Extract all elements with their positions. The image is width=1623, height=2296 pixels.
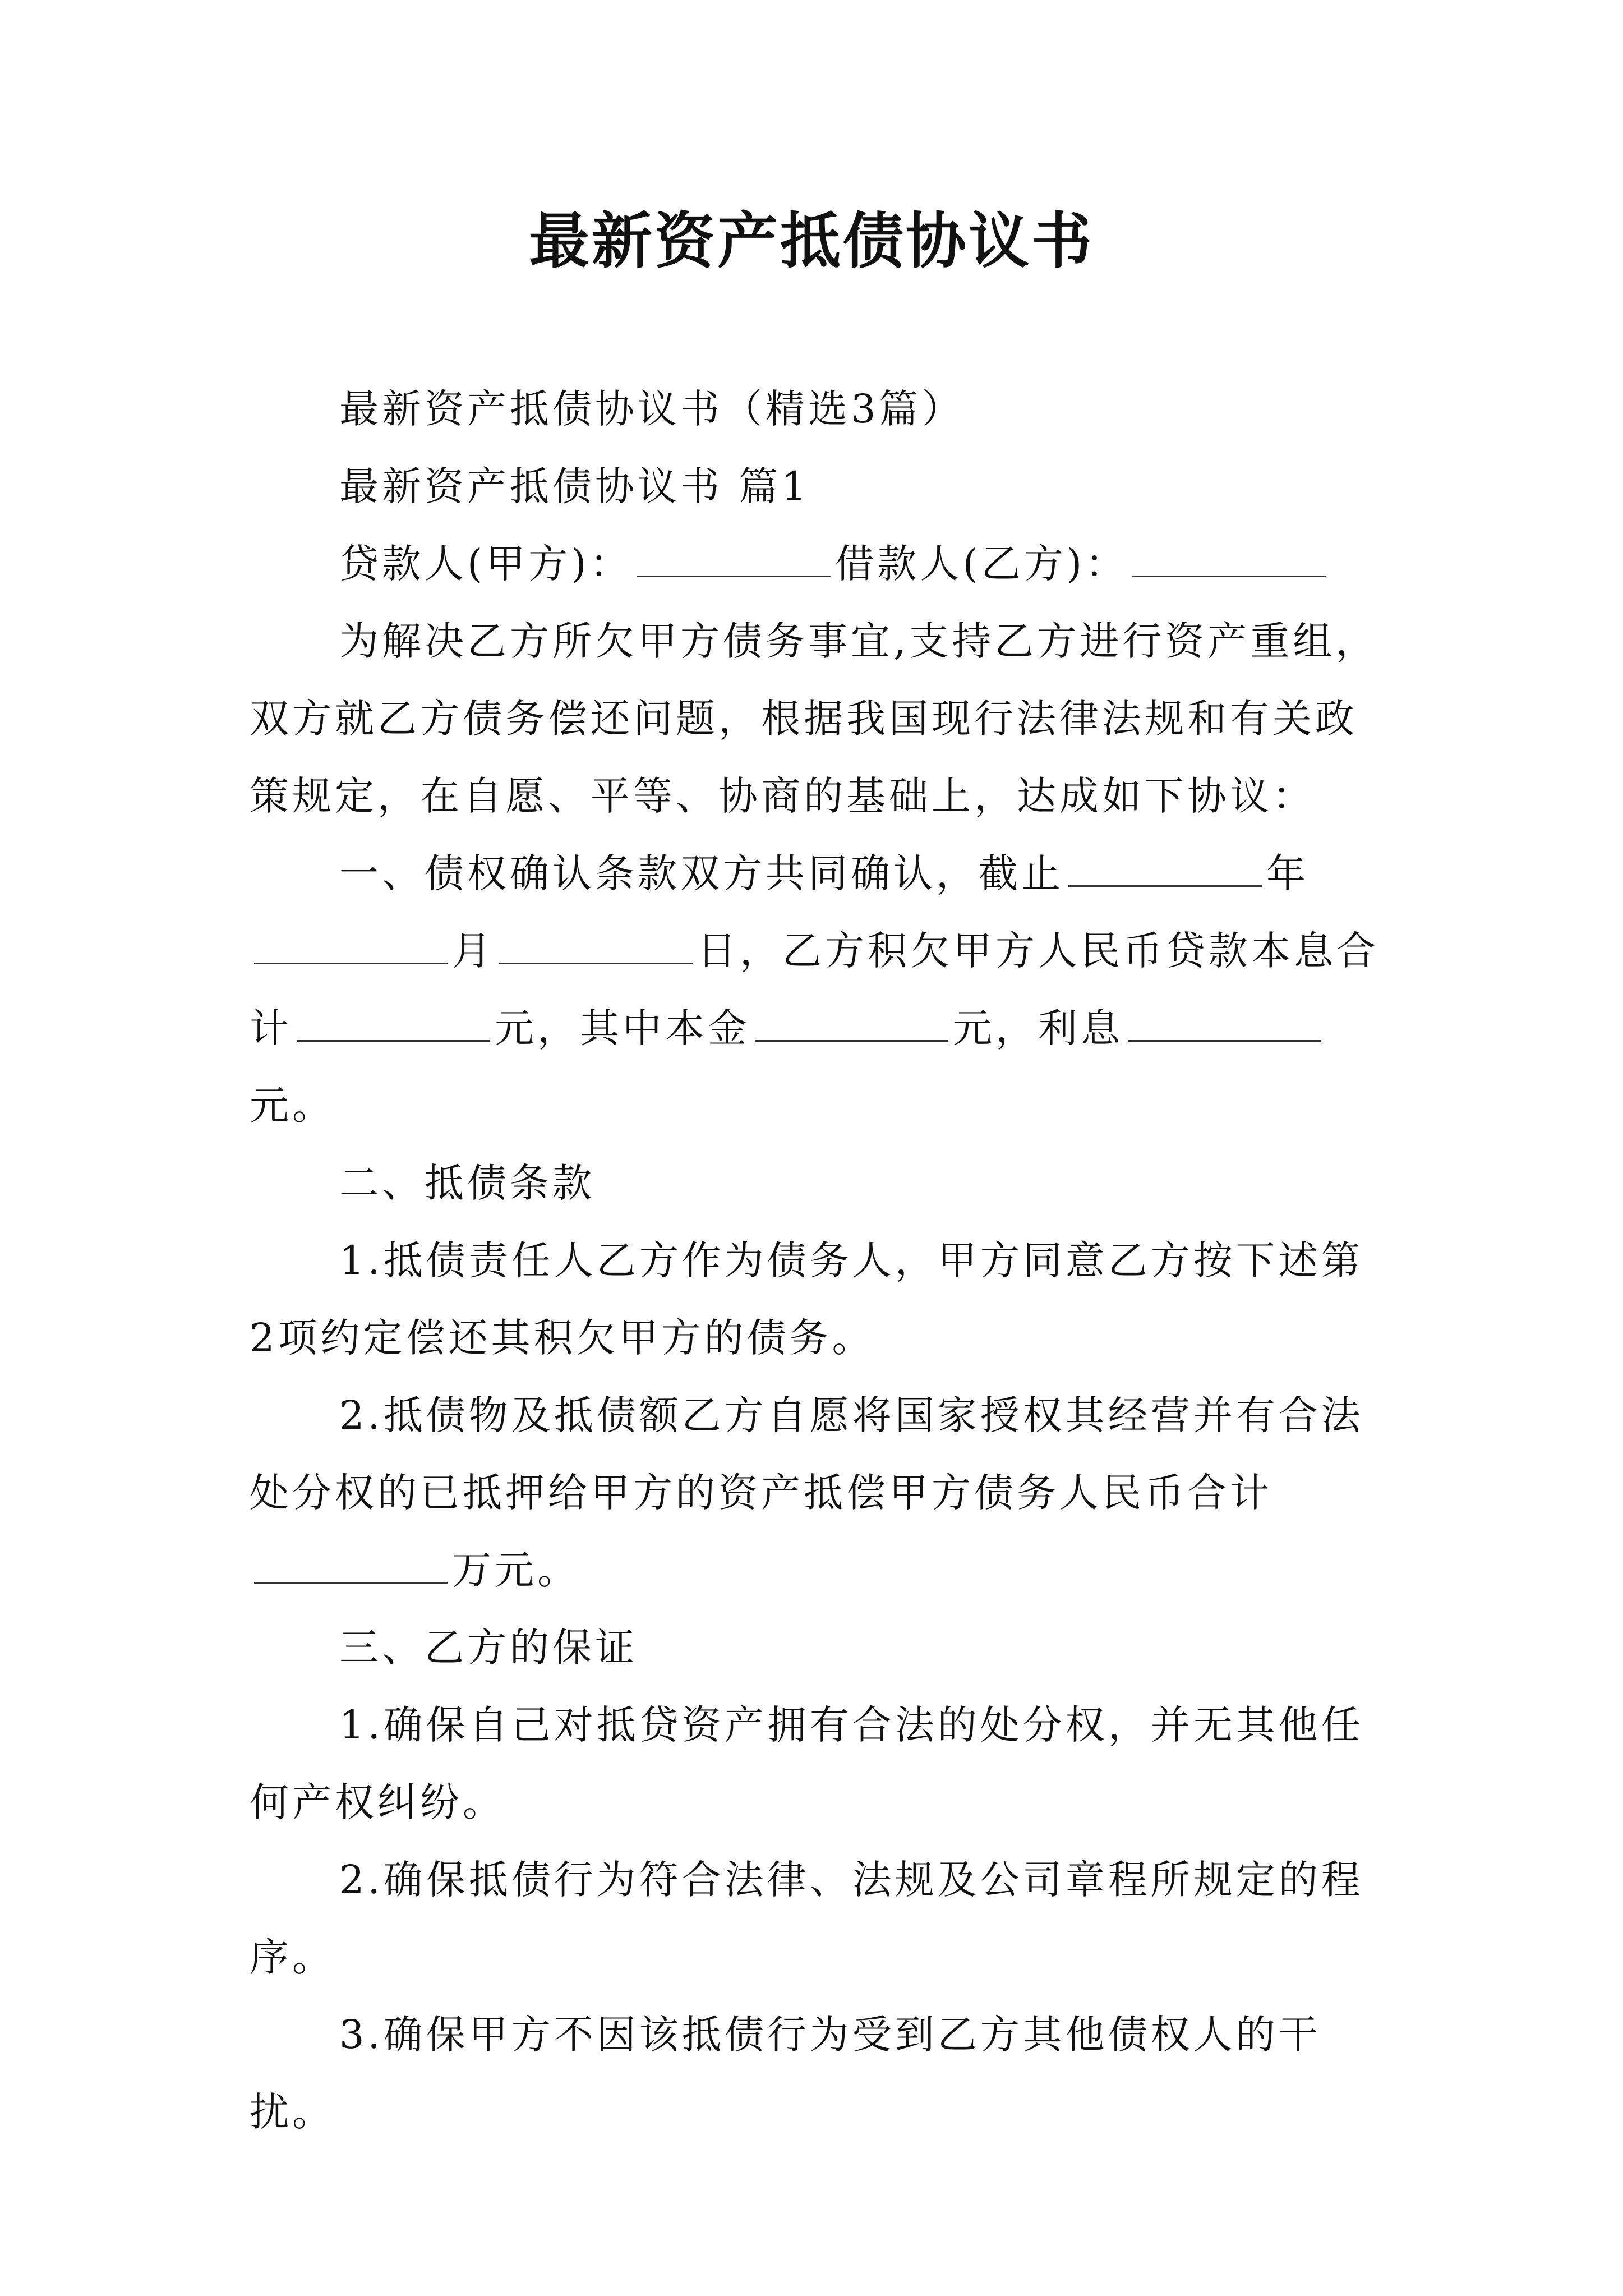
document-title: 最新资产抵债协议书 bbox=[528, 206, 1094, 277]
principal-yuan-text: 元，利息 bbox=[953, 1005, 1123, 1051]
clause2-heading: 二、抵债条款 bbox=[339, 1160, 595, 1206]
month-blank-field bbox=[254, 923, 448, 964]
borrower-blank-field bbox=[1132, 536, 1326, 577]
section-heading: 最新资产抵债协议书 篇1 bbox=[339, 463, 810, 509]
amount-blank-field bbox=[254, 1543, 448, 1584]
total-blank-field bbox=[297, 1001, 490, 1042]
lender-label: 贷款人(甲方)： bbox=[339, 541, 633, 587]
clause2-item2 bbox=[250, 1377, 1391, 1609]
clause1-paragraph bbox=[250, 835, 1391, 1144]
clause3-heading: 三、乙方的保证 bbox=[339, 1625, 638, 1671]
clause2-item2-end: 万元。 bbox=[452, 1547, 580, 1593]
interest-blank-field bbox=[1128, 1001, 1321, 1042]
lender-blank-field bbox=[637, 536, 831, 577]
clause3-item3: 3.确保甲方不因该抵债行为受到乙方其他债权人的干扰。 bbox=[250, 2012, 1321, 2135]
clause2-item2-text: 2.抵债物及抵债额乙方自愿将国家授权其经营并有合法处分权的已抵押给甲方的资产抵偿甲方债务人民币合计 bbox=[250, 1392, 1364, 1516]
intro-paragraph: 为解决乙方所欠甲方债务事宜,支持乙方进行资产重组，双方就乙方债务偿还问题，根据我国现行法律法规和有关政策规定，在自愿、平等、协商的基础上，达成如下协议： bbox=[250, 618, 1378, 819]
principal-blank-field bbox=[755, 1001, 948, 1042]
interest-yuan-text: 元。 bbox=[250, 1083, 335, 1129]
document-body bbox=[250, 370, 1391, 2151]
subtitle-line: 最新资产抵债协议书（精选3篇） bbox=[339, 386, 965, 432]
clause3-item1: 1.确保自己对抵贷资产拥有合法的处分权，并无其他任何产权纠纷。 bbox=[250, 1702, 1364, 1825]
month-label: 月 bbox=[452, 928, 495, 974]
clause1-text: 一、债权确认条款双方共同确认，截止 bbox=[339, 850, 1064, 896]
day-blank-field bbox=[499, 923, 693, 964]
total-yuan-text: 元，其中本金 bbox=[495, 1005, 750, 1051]
year-blank-field bbox=[1068, 846, 1262, 887]
parties-line bbox=[250, 525, 1391, 602]
day-text: 日，乙方积欠甲方人民币贷款本息合计 bbox=[250, 928, 1379, 1051]
clause2-item1: 1.抵债责任人乙方作为债务人，甲方同意乙方按下述第2项约定偿还其积欠甲方的债务。 bbox=[250, 1237, 1364, 1361]
borrower-label: 借款人(乙方)： bbox=[834, 541, 1128, 587]
clause3-item2: 2.确保抵债行为符合法律、法规及公司章程所规定的程序。 bbox=[250, 1857, 1364, 1980]
year-label: 年 bbox=[1266, 850, 1309, 896]
